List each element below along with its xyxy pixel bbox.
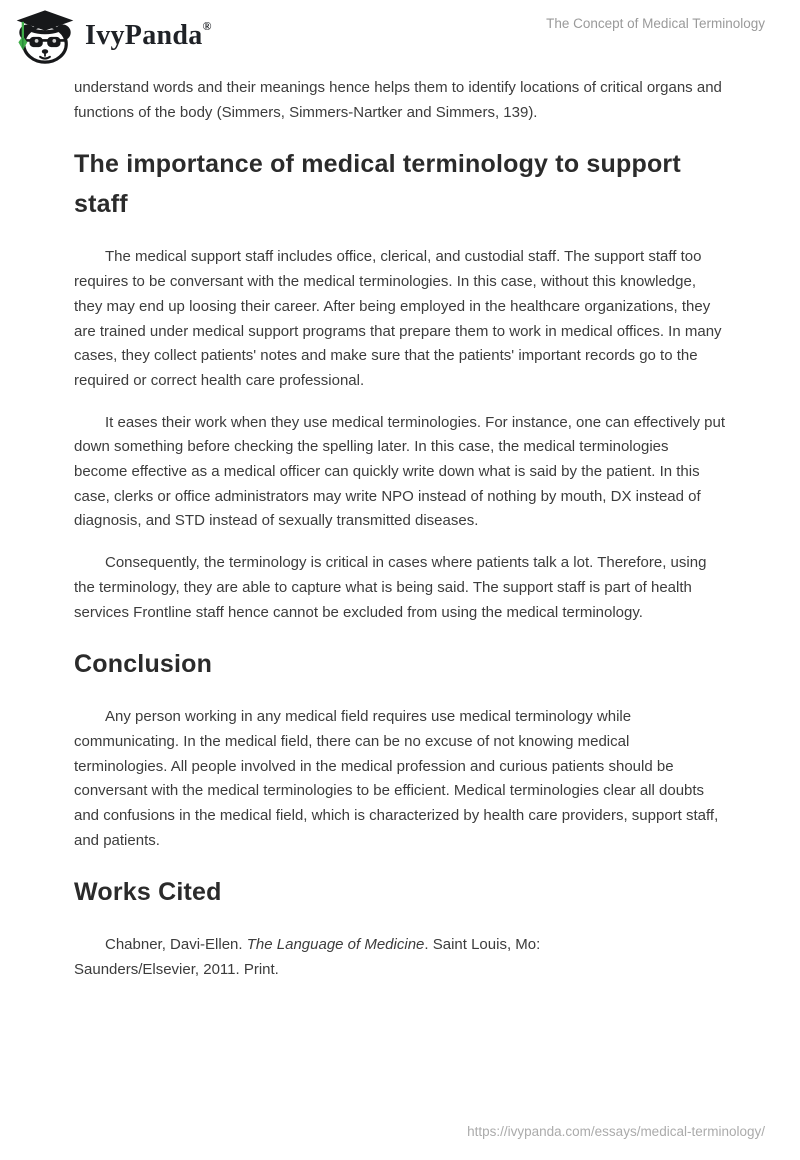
ivypanda-logo[interactable]	[14, 8, 212, 64]
source-url-link[interactable]: https://ivypanda.com/essays/medical-terminology/	[467, 1124, 765, 1139]
citation-entry	[74, 933, 726, 982]
brand-name: IvyPanda®	[85, 19, 212, 51]
paragraph-conclusion: Any person working in any medical field requires use medical terminology while communicating. In the medical field, there can be no excuse of not knowing medical terminologies. All people involved in the medical profession and curious patients should be conversant with the medical terminologies to be efficient. Medical terminologies clear all doubts and confusions in the medical field, which is characterized by health care providers, support staff, and patients.	[74, 708, 719, 849]
page-header	[0, 0, 800, 66]
citation-title: The Language of Medicine	[246, 936, 425, 954]
essay-content	[0, 66, 800, 983]
heading-works-cited: Works Cited	[74, 878, 222, 907]
heading-importance-support-staff: The importance of medical terminology to support staff	[74, 150, 681, 219]
paragraph-support-2: It eases their work when they use medical terminologies. For instance, one can effectively put down something before checking the spelling later. In this case, the medical terminologies become effective as a medical officer can quickly write down what is said by the patient. In this case, clerks or office administrators may write NPO instead of nothing by mouth, DX instead of diagnosis, and STD instead of sexually transmitted diseases.	[74, 413, 726, 530]
panda-graduation-cap-icon	[14, 8, 76, 64]
paragraph-support-3: Consequently, the terminology is critical in cases where patients talk a lot. Therefore, using the terminology, they are able to capture what is being said. The support staff is part of health services Frontline staff hence cannot be excluded from using the medical terminology.	[74, 554, 707, 621]
heading-conclusion: Conclusion	[74, 650, 213, 679]
citation-author: Chabner, Davi-Ellen.	[105, 936, 247, 954]
page-footer	[467, 1123, 765, 1141]
paragraph-support-1: The medical support staff includes office, clerical, and custodial staff. The support staff too requires to be conversant with the medical terminologies. In this case, without this knowledge, they may end up loosing their career. After being employed in the healthcare organizations, they are trained under medical support programs that prepare them to work in medical offices. In many cases, they collect patients' notes and make sure that the patients' important records go to the required or correct health care professional.	[74, 248, 722, 389]
paragraph-continuation: understand words and their meanings hence helps them to identify locations of critical organs and functions of the body (Simmers, Simmers-Nartker and Simmers, 139).	[74, 79, 722, 121]
citation-publisher-line1: . Saint Louis, Mo:	[424, 936, 541, 954]
document-title: The Concept of Medical Terminology	[546, 16, 765, 31]
citation-publisher-line2: Saunders/Elsevier, 2011. Print.	[74, 961, 279, 979]
registered-mark: ®	[202, 19, 212, 33]
